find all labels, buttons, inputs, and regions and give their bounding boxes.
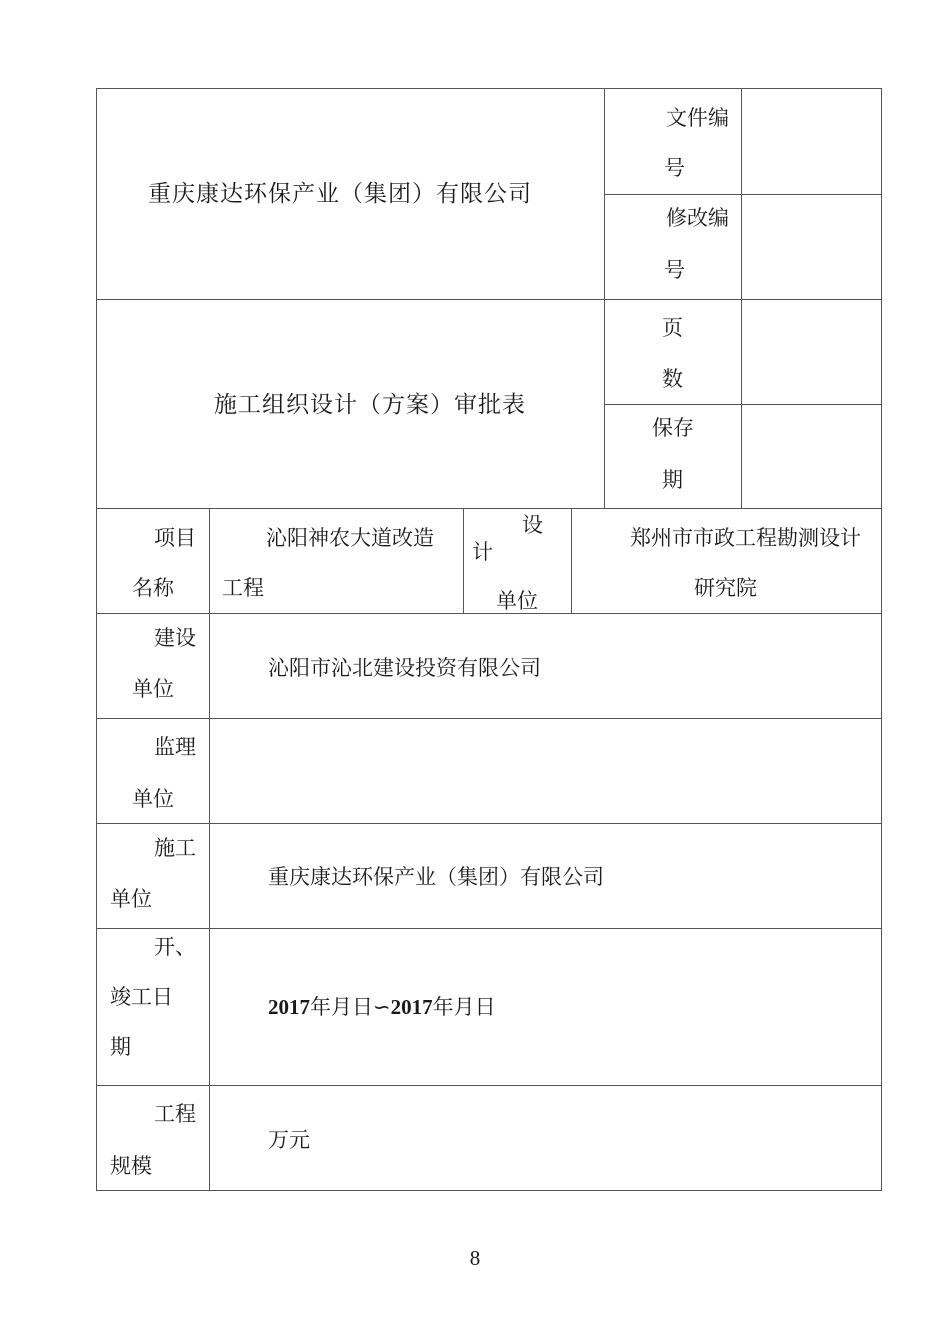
table-border-right xyxy=(881,88,882,1191)
contractor-label-line2: 单位 xyxy=(110,887,152,911)
dates-label-line1: 开、 xyxy=(154,935,196,959)
dates-label-line3: 期 xyxy=(110,1035,131,1059)
supervisor-label-line2: 单位 xyxy=(132,787,174,811)
project-name-value-line2: 工程 xyxy=(222,576,264,600)
header-divider-h4 xyxy=(96,508,882,509)
header-divider-v1 xyxy=(604,88,605,508)
dates-label-line2: 竣工日 xyxy=(110,985,173,1009)
header-divider-h3 xyxy=(604,404,882,405)
doc-no-label-line1: 文件编 xyxy=(666,106,729,130)
design-unit-value-line1: 郑州市市政工程勘测设计 xyxy=(630,526,861,550)
design-unit-label-line1: 设 xyxy=(522,513,543,537)
row-label-divider xyxy=(209,508,210,1191)
design-unit-label-line3: 单位 xyxy=(496,589,538,613)
start-date-text: 年月日 xyxy=(310,995,373,1019)
project-name-label-line1: 项目 xyxy=(154,526,196,550)
retention-label-line2: 期 xyxy=(662,468,683,492)
contractor-label-line1: 施工 xyxy=(154,836,196,860)
table-border-top xyxy=(96,88,882,89)
scale-value: 万元 xyxy=(268,1128,310,1152)
page-number: 8 xyxy=(469,1246,481,1270)
project-name-value-line1: 沁阳神农大道改造 xyxy=(266,526,434,550)
row-divider-3 xyxy=(96,823,882,824)
header-divider-h2 xyxy=(96,299,882,300)
owner-label-line2: 单位 xyxy=(132,677,174,701)
date-separator: ∽ xyxy=(373,995,391,1019)
owner-value: 沁阳市沁北建设投资有限公司 xyxy=(268,656,541,680)
row-divider-4 xyxy=(96,928,882,929)
page-count-label-line1: 页 xyxy=(662,316,683,340)
table-border-left xyxy=(96,88,97,1191)
project-divider-v2 xyxy=(571,508,572,614)
page-count-label-line2: 数 xyxy=(662,367,683,391)
design-unit-value-line2: 研究院 xyxy=(694,576,757,600)
supervisor-label-line1: 监理 xyxy=(154,735,196,759)
contractor-value: 重庆康达环保产业（集团）有限公司 xyxy=(268,865,604,889)
dates-value xyxy=(268,995,496,1019)
rev-no-label-line2: 号 xyxy=(664,258,685,282)
start-year: 2017 xyxy=(268,995,310,1019)
project-name-label-line2: 名称 xyxy=(132,576,174,600)
owner-label-line1: 建设 xyxy=(154,626,196,650)
project-divider-v1 xyxy=(463,508,464,614)
end-date-text: 年月日 xyxy=(432,995,496,1019)
row-divider-2 xyxy=(96,718,882,719)
doc-no-label-line2: 号 xyxy=(664,156,685,180)
design-unit-label-line2: 计 xyxy=(472,540,493,564)
retention-label-line1: 保存 xyxy=(652,416,694,440)
form-title: 施工组织设计（方案）审批表 xyxy=(214,392,526,418)
approval-form-table xyxy=(96,88,882,1191)
scale-label-line1: 工程 xyxy=(154,1102,196,1126)
company-name: 重庆康达环保产业（集团）有限公司 xyxy=(148,181,532,207)
end-year: 2017 xyxy=(390,995,433,1019)
header-divider-v2 xyxy=(741,88,742,508)
header-divider-h1 xyxy=(604,194,882,195)
rev-no-label-line1: 修改编 xyxy=(666,206,729,230)
table-border-bottom xyxy=(96,1190,882,1191)
row-divider-5 xyxy=(96,1085,882,1086)
row-divider-1 xyxy=(96,613,882,614)
scale-label-line2: 规模 xyxy=(110,1154,152,1178)
